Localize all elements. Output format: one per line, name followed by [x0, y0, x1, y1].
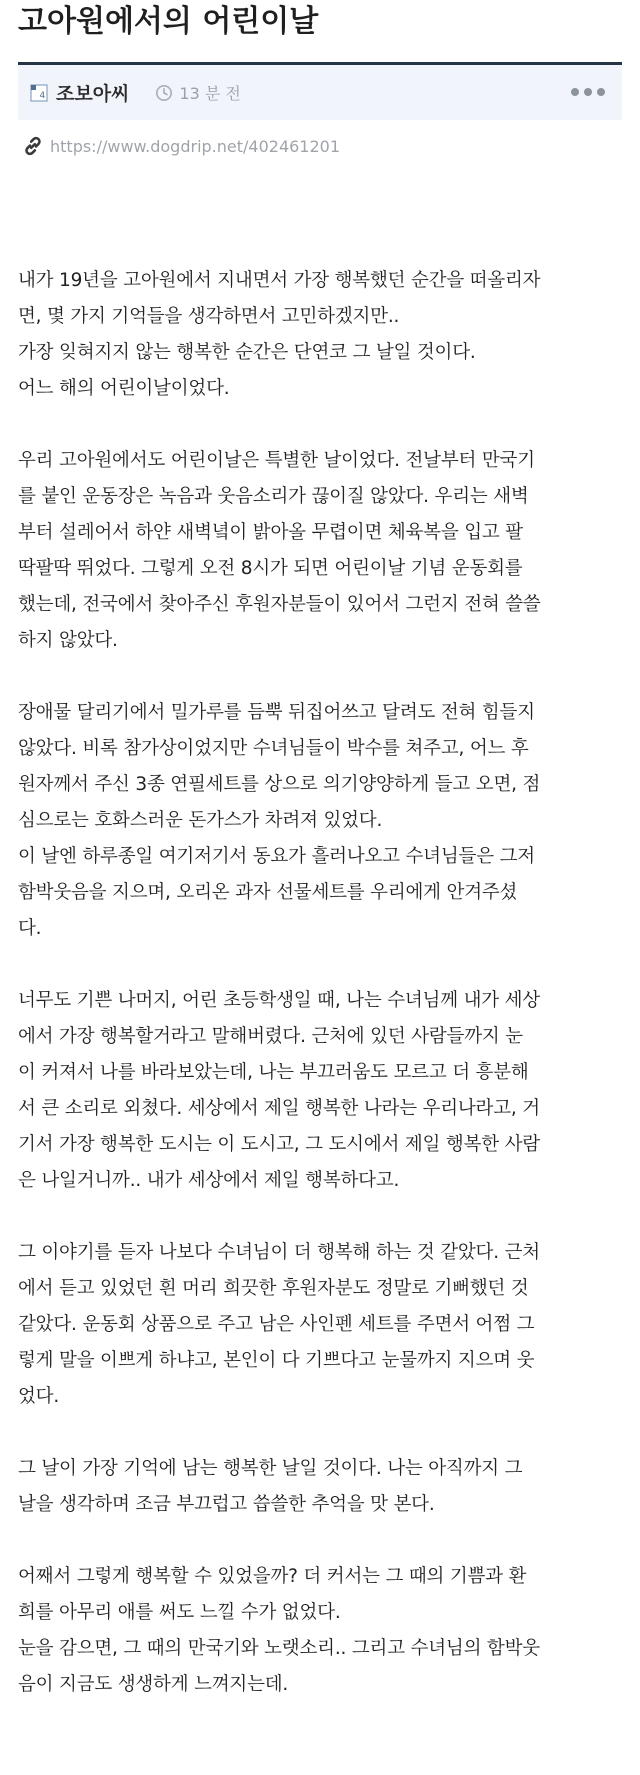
body-line: 서 큰 소리로 외쳤다. 세상에서 제일 행복한 나라는 우리나라고, 거 — [18, 1098, 540, 1119]
body-line: 눈을 감으면, 그 때의 만국기와 노랫소리.. 그리고 수녀님의 함박웃 — [18, 1638, 540, 1659]
body-line: 다. — [18, 918, 42, 939]
body-line: 를 붙인 운동장은 녹음과 웃음소리가 끊이질 않았다. 우리는 새벽 — [18, 486, 529, 507]
body-line: 너무도 기쁜 나머지, 어린 초등학생일 때, 나는 수녀님께 내가 세상 — [18, 990, 540, 1011]
body-paragraph — [18, 443, 633, 659]
author-image-icon — [30, 84, 48, 102]
body-line: 우리 고아원에서도 어린이날은 특별한 날이었다. 전날부터 만국기 — [18, 450, 535, 471]
body-line: 에서 가장 행복할거라고 말해버렸다. 근처에 있던 사람들까지 눈 — [18, 1026, 523, 1047]
body-line: 않았다. 비록 참가상이었지만 수녀님들이 박수를 쳐주고, 어느 후 — [18, 738, 529, 759]
body-line: 어째서 그렇게 행복할 수 있었을까? 더 커서는 그 때의 기쁨과 환 — [18, 1566, 527, 1587]
svg-text:4: 4 — [39, 90, 46, 101]
body-line: 었다. — [18, 1386, 60, 1407]
body-line: 에서 듣고 있었던 흰 머리 희끗한 후원자분도 정말로 기뻐했던 것 — [18, 1278, 529, 1299]
source-link[interactable] — [22, 135, 340, 157]
body-line: 렇게 말을 이쁘게 하냐고, 본인이 다 기쁘다고 눈물까지 지으며 웃 — [18, 1350, 535, 1371]
source-url[interactable]: https://www.dogdrip.net/402461201 — [50, 136, 341, 156]
body-line: 했는데, 전국에서 찾아주신 후원자분들이 있어서 그런지 전혀 쓸쓸 — [18, 594, 541, 615]
body-line: 내가 19년을 고아원에서 지내면서 가장 행복했던 순간을 떠올리자 — [18, 270, 541, 291]
body-paragraph — [18, 1559, 633, 1703]
body-line: 원자께서 주신 3종 연필세트를 상으로 의기양양하게 들고 오면, 점 — [18, 774, 541, 795]
body-line: 이 날엔 하루종일 여기저기서 동요가 흘러나오고 수녀님들은 그저 — [18, 846, 535, 867]
clock-icon — [155, 84, 173, 102]
body-line: 하지 않았다. — [18, 630, 118, 651]
post-time: 13 분 전 — [179, 84, 241, 103]
body-line: 장애물 달리기에서 밀가루를 듬뿍 뒤집어쓰고 달려도 전혀 힘들지 — [18, 702, 535, 723]
post-title: 고아원에서의 어린이날 — [18, 4, 319, 39]
body-line: 날을 생각하며 조금 부끄럽고 씁쓸한 추억을 맛 본다. — [18, 1494, 435, 1515]
body-line: 심으로는 호화스러운 돈가스가 차려져 있었다. — [18, 810, 383, 831]
body-paragraph — [18, 983, 633, 1199]
body-line: 이 커져서 나를 바라보았는데, 나는 부끄러움도 모르고 더 흥분해 — [18, 1062, 529, 1083]
body-line: 은 나일거니까.. 내가 세상에서 제일 행복하다고. — [18, 1170, 400, 1191]
body-line: 딱팔딱 뛰었다. 그렇게 오전 8시가 되면 어린이날 기념 운동회를 — [18, 558, 523, 579]
post-meta-bar — [18, 65, 622, 120]
body-line: 면, 몇 가지 기억들을 생각하면서 고민하겠지만.. — [18, 306, 400, 327]
body-line: 가장 잊혀지지 않는 행복한 순간은 단연코 그 날일 것이다. — [18, 342, 476, 363]
more-options-icon[interactable] — [570, 84, 606, 100]
body-paragraph — [18, 1235, 633, 1415]
link-icon — [22, 135, 44, 157]
body-line: 기서 가장 행복한 도시는 이 도시고, 그 도시에서 제일 행복한 사람 — [18, 1134, 540, 1155]
body-line: 희를 아무리 애를 써도 느낄 수가 없었다. — [18, 1602, 341, 1623]
author-name[interactable]: 조보아씨 — [56, 83, 130, 105]
body-line: 그 이야기를 듣자 나보다 수녀님이 더 행복해 하는 것 같았다. 근처 — [18, 1242, 540, 1263]
body-line: 어느 해의 어린이날이었다. — [18, 378, 230, 399]
body-line: 같았다. 운동회 상품으로 주고 남은 사인펜 세트를 주면서 어쩜 그 — [18, 1314, 535, 1335]
body-paragraph — [18, 263, 633, 407]
body-line: 부터 설레어서 하얀 새벽녘이 밝아올 무렵이면 체육복을 입고 팔 — [18, 522, 523, 543]
body-paragraph — [18, 695, 633, 947]
body-line: 그 날이 가장 기억에 남는 행복한 날일 것이다. 나는 아직까지 그 — [18, 1458, 523, 1479]
post-body — [18, 263, 633, 1739]
body-paragraph — [18, 1451, 633, 1523]
body-line: 음이 지금도 생생하게 느껴지는데. — [18, 1674, 289, 1695]
body-line: 함박웃음을 지으며, 오리온 과자 선물세트를 우리에게 안겨주셨 — [18, 882, 518, 903]
